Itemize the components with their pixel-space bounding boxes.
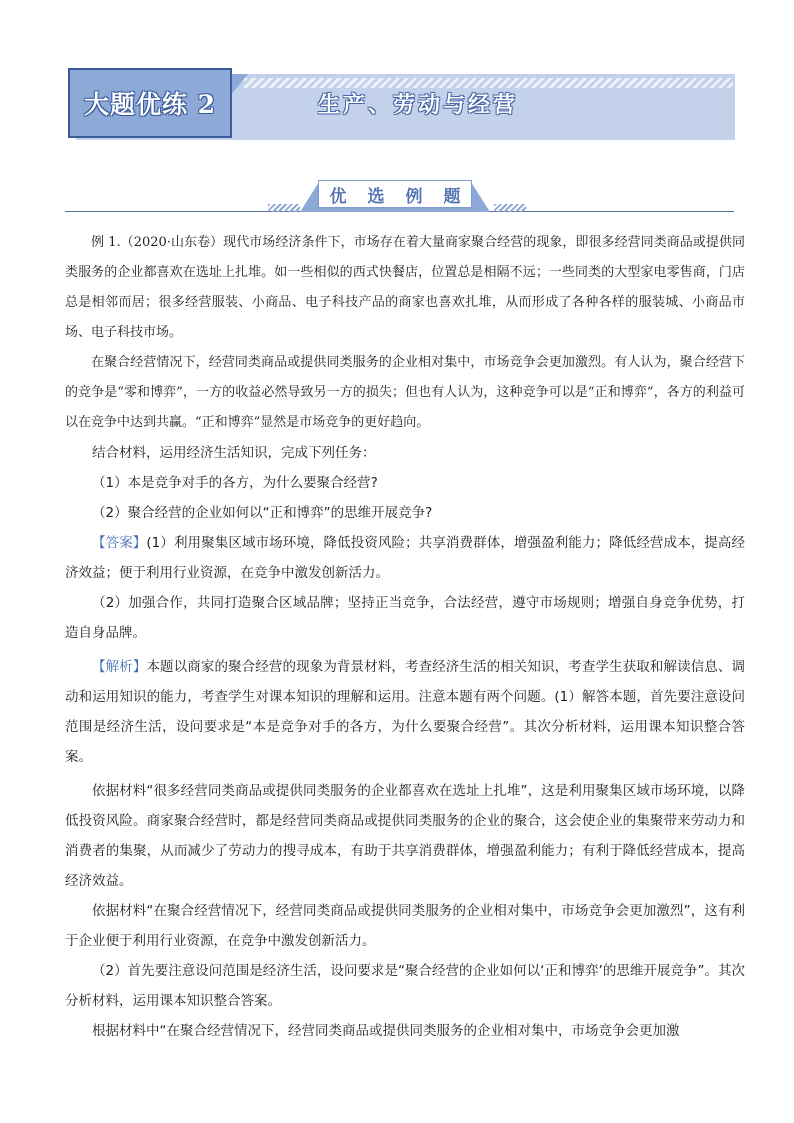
answer-text: (1）利用聚集区域市场环境，降低投资风险；共享消费群体，增强盈利能力；降低经营成本，提高经济效益；便于利用行业资源，在竞争中激发创新活力。 [65, 535, 746, 581]
answer-paragraph: （2）加强合作，共同打造聚合区域品牌；坚持正当竞争，合法经营，遵守市场规则；增强自身竞争优势，打造自身品牌。 [65, 595, 745, 641]
analysis-paragraph: 依据材料“很多经营同类商品或提供同类服务的企业都喜欢在选址上扎堆”，这是利用聚集区域市场环境，以降低投资风险。商家聚合经营时，都是经营同类商品或提供同类服务的企业的聚合，这会使企业的集聚带来劳动力和消费者的集聚，从而减少了劳动力的搜寻成本，有助于共享消费群体，增强盈利能力；有利于降低经营成本，提高经济效益。 [65, 783, 745, 889]
section-label [318, 180, 472, 208]
banner-notch [230, 74, 248, 96]
section-char: 题 [443, 186, 461, 207]
example-paragraph: 在聚合经营情况下，经营同类商品或提供同类服务的企业相对集中，市场竞争会更加激烈。有人认为，聚合经营下的竞争是“零和博弈”，一方的收益必然导致另一方的损失；但也有人认为，这种竞争可以是“正和博弈”，各方的利益可以在竞争中达到共赢。“正和博弈”显然是市场竞争的更好趋向。 [65, 355, 745, 430]
section-char: 优 [329, 186, 347, 207]
analysis-paragraph: 依据材料“在聚合经营情况下，经营同类商品或提供同类服务的企业相对集中，市场竞争会更加激烈”，这有利于企业便于利用行业资源，在竞争中激发创新活力。 [65, 903, 745, 949]
question-1: （1）本是竞争对手的各方，为什么要聚合经营? [92, 475, 378, 491]
section-char: 选 [367, 186, 385, 207]
analysis-paragraph: 根据材料中“在聚合经营情况下，经营同类商品或提供同类服务的企业相对集中，市场竞争会更加激 [92, 1023, 680, 1039]
analysis-paragraph: （2）首先要注意设问范围是经济生活，设问要求是“聚合经营的企业如何以‘正和博弈’的思维开展竞争”。其次分析材料，运用课本知识整合答案。 [65, 963, 745, 1009]
document-body [65, 228, 745, 1046]
page-title: 生产、劳动与经营 [318, 92, 519, 118]
header-banner [68, 68, 735, 140]
section-header [0, 176, 794, 216]
section-char: 例 [405, 186, 423, 207]
task-instruction: 结合材料，运用经济生活知识，完成下列任务： [92, 445, 376, 461]
banner-stripe [244, 78, 733, 88]
analysis-text: 本题以商家的聚合经营的现象为背景材料，考查经济生活的相关知识，考查学生获取和解读信息、调动和运用知识的能力，考查学生对课本知识的理解和运用。注意本题有两个问题。(1）解答本题，首先要注意设问范围是经济生活，设问要求是“本是竞争对手的各方，为什么要聚合经营”。其次分析材料，运用课本知识整合答案。 [65, 659, 746, 765]
banner-tag-text: 大题优练 2 [83, 90, 217, 119]
example-paragraph: 例 1.（2020·山东卷）现代市场经济条件下，市场存在着大量商家聚合经营的现象，即很多经营同类商品或提供同类服务的企业都喜欢在选址上扎堆。如一些相似的西式快餐店，位置总是相隔不远；一些同类的大型家电零售商，门店总是相邻而居；很多经营服装、小商品、电子科技产品的商家也喜欢扎堆，从而形成了各种各样的服装城、小商品市场、电子科技市场。 [65, 235, 745, 340]
banner-tag [68, 68, 232, 138]
analysis-label: 【解析】 [92, 659, 147, 675]
answer-paragraph [65, 528, 745, 588]
section-wing-left [268, 204, 300, 212]
analysis-paragraph [65, 652, 745, 772]
question-2: （2）聚合经营的企业如何以“正和博弈”的思维开展竞争? [92, 505, 433, 521]
answer-label: 【答案】 [92, 535, 147, 551]
section-wing-right [494, 204, 526, 212]
